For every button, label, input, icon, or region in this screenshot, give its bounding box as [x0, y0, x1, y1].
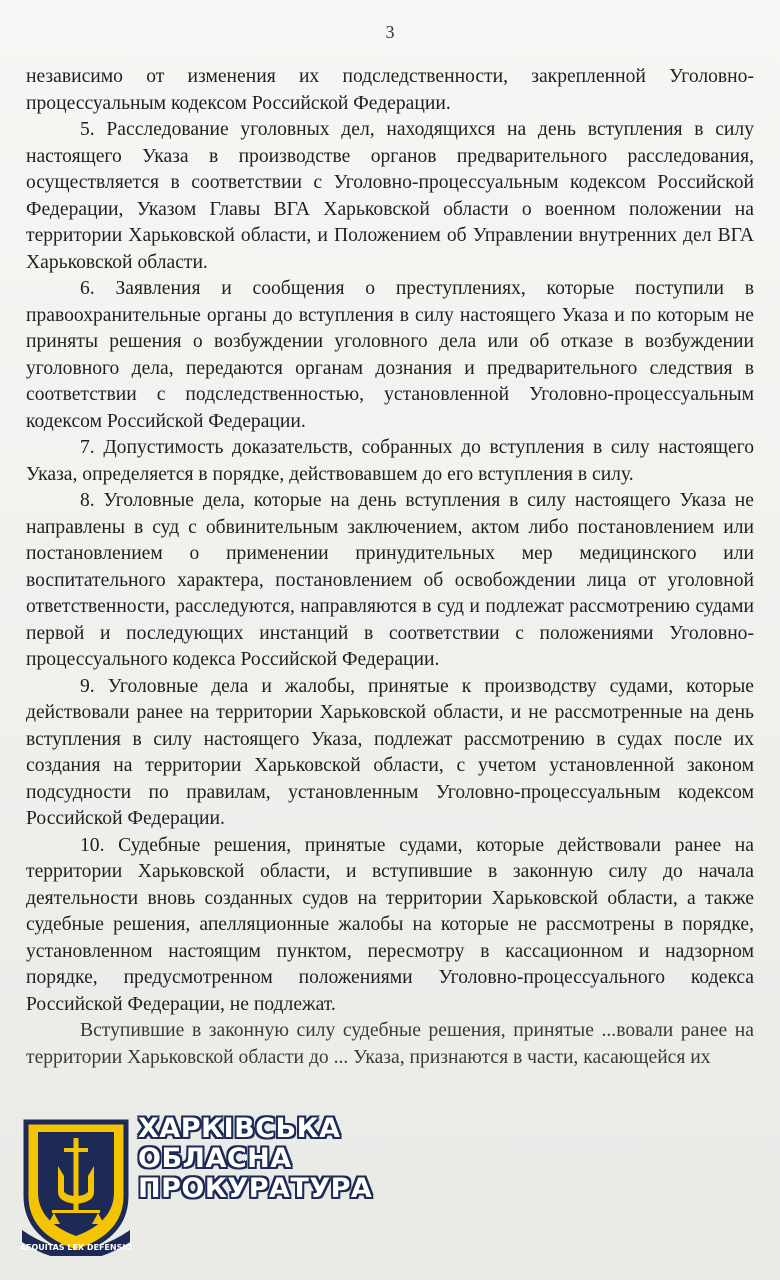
prosecutor-shield-icon [18, 1118, 134, 1256]
watermark-motto: AEQUITAS LEX DEFENSIO [19, 1243, 133, 1252]
paragraph-10: 10. Судебные решения, принятые судами, которые действовали ранее на территории Харьковской области, и вступившие в законную силу до начала деятельности вновь созданных судов на территории Харьковской области, а также судебные решения, апелляционные жалобы на которые не рассмотрены в порядке, установленном настоящим пунктом, пересмотру в кассационном и надзорном порядке, предусмотренном положениями Уголовно-процессуального кодекса Российской Федерации, не подлежат. [26, 834, 754, 1015]
paragraph-continuation: независимо от изменения их подследственности, закрепленной Уголовно-процессуальным кодексом Российской Федерации. [26, 66, 754, 114]
page-number: 3 [385, 22, 395, 42]
watermark-line-3: ПРОКУРАТУРА [138, 1173, 373, 1204]
paragraph-9: 9. Уголовные дела и жалобы, принятые к производству судами, которые действовали ранее на территории Харьковской области, и не рассмотренные на день вступления в силу настоящего Указа, подлежат рассмотрению в судах после их создания на территории Харьковской области, с учетом установленной законом подсудности по правилам, установленным Уголовно-процессуальным кодексом Российской Федерации. [26, 675, 754, 829]
document-body [26, 64, 754, 1071]
watermark-text [138, 1114, 372, 1204]
paragraph-5: 5. Расследование уголовных дел, находящихся на день вступления в силу настоящего Указа в производстве органов предварительного расследования, осуществляется в соответствии с Уголовно-процессуальным кодексом Российской Федерации, Указом Главы ВГА Харьковской области о военном положении на территории Харьковской области, и Положением об Управлении внутренних дел ВГА Харьковской области. [26, 119, 754, 273]
paragraph-6: 6. Заявления и сообщения о преступлениях, которые поступили в правоохранительные органы до вступления в силу настоящего Указа и по которым не приняты решения о возбуждении уголовного дела или об отказе в возбуждении уголовного дела, передаются органам дознания и предварительного следствия в соответствии с подследственностью, установленной Уголовно-процессуальным кодексом Российской Федерации. [26, 278, 754, 432]
paragraph-11-partial: Вступившие в законную силу судебные решения, принятые ...вовали ранее на территории Харьковской области до ... Указа, признаются в части, касающейся их [26, 1020, 754, 1068]
paragraph-8: 8. Уголовные дела, которые на день вступления в силу настоящего Указа не направлены в суд с обвинительным заключением, актом либо постановлением или постановлением о применении принудительных мер медицинского или воспитательного характера, постановлением об освобождении лица от уголовной ответственности, расследуются, направляются в суд и подлежат рассмотрению судами первой и последующих инстанций в соответствии с положениями Уголовно-процессуального кодекса Российской Федерации. [26, 490, 754, 670]
prosecutor-office-watermark [18, 1112, 373, 1262]
watermark-line-2: ОБЛАСНА [138, 1143, 292, 1174]
paragraph-7: 7. Допустимость доказательств, собранных до вступления в силу настоящего Указа, определяется в порядке, действовавшем до его вступления в силу. [26, 437, 754, 485]
watermark-line-1: ХАРКІВСЬКА [138, 1113, 341, 1144]
